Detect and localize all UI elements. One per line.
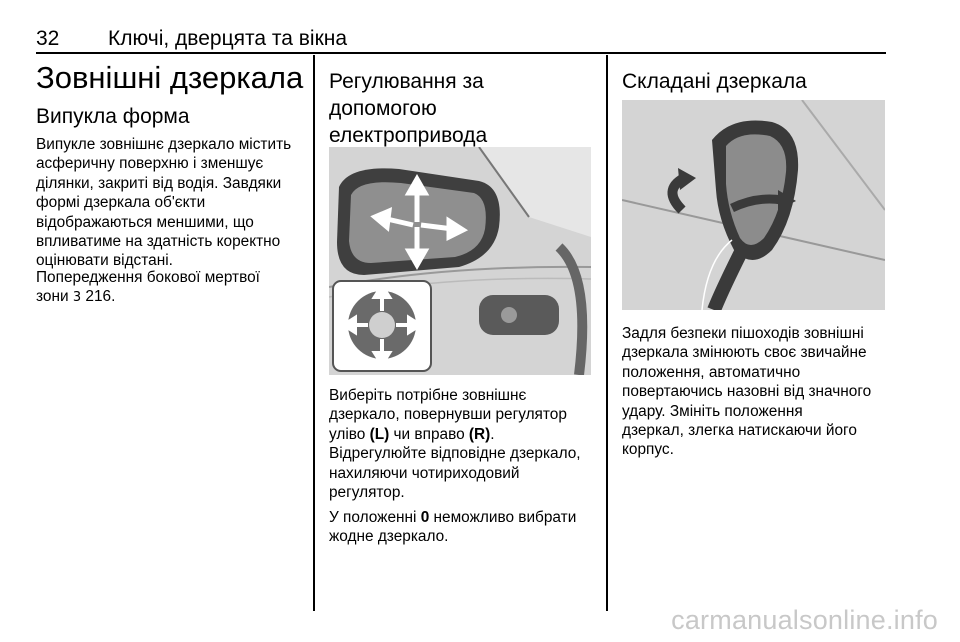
text-line: [329, 425, 599, 444]
subheading-convex-shape: Випукла форма: [36, 105, 190, 128]
text-line: дзеркало, повернувши регулятор: [329, 406, 567, 424]
text-line: повертаючись назовні від значного: [622, 383, 872, 401]
text-line: [329, 508, 599, 527]
mirror-adjustment-control-icon: [329, 147, 591, 375]
text-fragment: У положенні: [329, 509, 421, 526]
text-line: впливатиме на здатність коректно: [36, 233, 281, 251]
text-line: відображаються меншими, що: [36, 213, 254, 231]
paragraph-blind-spot-warning: [36, 268, 306, 308]
text-fragment: зони: [36, 288, 69, 306]
page-number: 32: [36, 27, 60, 50]
text-fragment: неможливо вибрати: [429, 509, 577, 526]
page-reference-link[interactable]: 216.: [85, 288, 116, 306]
header-divider: [36, 52, 886, 54]
column-divider-1: [313, 55, 315, 611]
text-fragment: .: [490, 425, 495, 443]
heading-line: допомогою: [329, 97, 437, 120]
text-fragment: чи вправо: [389, 425, 469, 443]
text-line: жодне дзеркало.: [329, 528, 449, 546]
text-line: дзеркала змінюють своє звичайне: [622, 344, 867, 362]
page-reference-icon[interactable]: 3: [72, 290, 82, 306]
folding-mirror-icon: [622, 100, 885, 310]
text-line: удару. Змініть положення: [622, 402, 803, 420]
text-line: Задля безпеки пішоходів зовнішні: [622, 325, 864, 342]
heading-line: Регулювання за: [329, 70, 484, 93]
text-line: дзеркал, злегка натискаючи його: [622, 422, 857, 440]
text-line: положення, автоматично: [622, 363, 801, 381]
text-line: регулятор.: [329, 484, 405, 502]
paragraph-convex-shape: [36, 135, 306, 271]
text-fragment: уліво: [329, 425, 370, 443]
label-zero: 0: [420, 509, 430, 526]
text-line: [36, 287, 306, 307]
folding-mirror-figure: [622, 100, 885, 310]
section-heading-exterior-mirrors: Зовнішні дзеркала: [36, 60, 304, 95]
paragraph-zero-position: [329, 508, 599, 547]
heading-line: електропривода: [329, 124, 488, 147]
text-line: оцінювати відстані.: [36, 252, 173, 270]
text-line: формі дзеркала об'єкти: [36, 194, 206, 212]
section-heading-folding-mirrors: Складані дзеркала: [622, 70, 807, 93]
text-line: Попередження бокової мертвої: [36, 269, 260, 286]
text-line: корпус.: [622, 441, 674, 459]
text-line: нахиляючи чотириходовий: [329, 464, 520, 482]
chapter-title: Ключі, дверцята та вікна: [108, 27, 348, 50]
watermark: carmanualsonline.info: [671, 605, 938, 635]
text-line: Виберіть потрібне зовнішнє: [329, 387, 527, 404]
text-line: Відрегулюйте відповідне дзеркало,: [329, 445, 581, 463]
text-line: ділянки, закриті від водія. Завдяки: [36, 174, 282, 192]
mirror-adjustment-control-figure: [329, 147, 591, 375]
paragraph-select-mirror: [329, 386, 599, 502]
column-divider-2: [606, 55, 608, 611]
text-line: асферичну поверхню і зменшує: [36, 155, 264, 173]
label-left: (L): [369, 425, 390, 443]
label-right: (R): [468, 425, 491, 443]
section-heading-power-adjustment: [329, 68, 487, 149]
text-line: Випукле зовнішнє дзеркало містить: [36, 136, 292, 153]
paragraph-folding-mirrors: [622, 324, 892, 460]
